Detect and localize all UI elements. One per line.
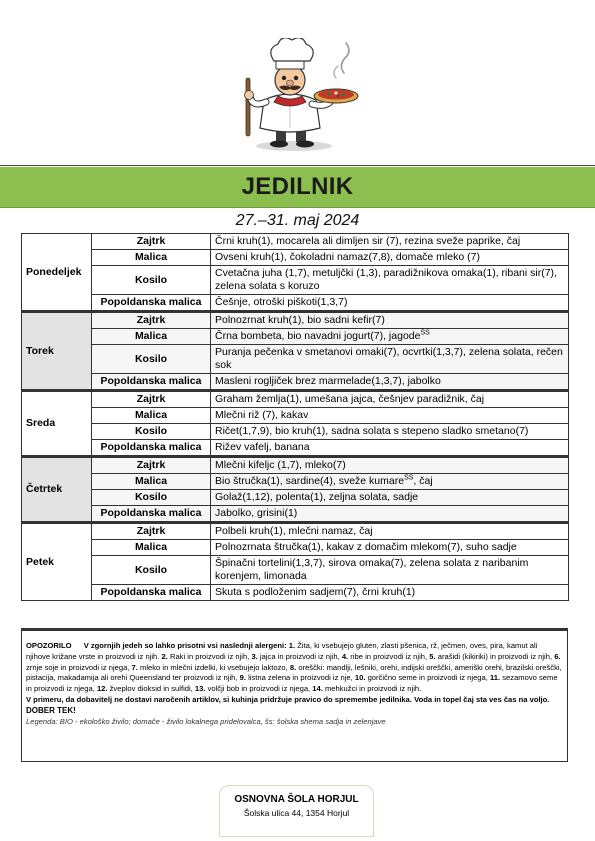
menu-row [22, 506, 569, 523]
allergen-text-item: Raki in proizvodi iz njih, [169, 651, 250, 661]
menu-row [22, 391, 569, 408]
allergen-number: 8. [289, 662, 297, 672]
allergen-number: 9. [239, 673, 246, 683]
meal-description [211, 457, 569, 474]
meal-description [211, 345, 569, 374]
allergen-text-item: gorčično seme in proizvodi iz njega, [367, 673, 488, 683]
meal-description [211, 234, 569, 250]
allergen-text-item: žveplov dioksid in sulfidi, [109, 684, 193, 694]
menu-row [22, 556, 569, 585]
allergen-text-item: oreščki: mandlji, lešniki, orehi, indijski oreščki, ameriški orehi, brazilski oreščki, pistacija, makadamija ali orehi Queensland ter proizvodi iz njih, [26, 662, 562, 683]
meal-text: Polbeli kruh(1), mlečni namaz, čaj [215, 525, 373, 537]
allergen-text-item: volčji bob in proizvodi iz njega, [207, 684, 311, 694]
header-divider [0, 165, 595, 166]
menu-row [22, 374, 569, 391]
menu-row [22, 408, 569, 424]
meal-text-after: , čaj [413, 475, 433, 487]
menu-row [22, 540, 569, 556]
meal-text: Bio štručka(1), sardine(4), sveže kumare [215, 475, 405, 487]
meal-description [211, 540, 569, 556]
meal-type: Malica [92, 540, 211, 556]
meal-text: Ovseni kruh(1), čokoladni namaz(7,8), domače mleko (7) [215, 251, 480, 263]
allergen-text-item: sezamovo seme in proizvodi iz njega, [26, 673, 558, 694]
allergen-number: 11. [489, 673, 501, 683]
allergen-text-item: mleko in mlečni izdelki, ki vsebujejo laktozo, [140, 662, 288, 672]
school-scheme-mark: ŠS [420, 329, 430, 337]
meal-type: Popoldanska malica [92, 374, 211, 391]
school-name: OSNOVNA ŠOLA HORJUL [234, 794, 359, 805]
menu-row [22, 250, 569, 266]
meal-type: Kosilo [92, 266, 211, 295]
meal-description [211, 329, 569, 345]
supplier-notice: V primeru, da dobavitelj ne dostavi naročenih artiklov, si kuhinja pridržuje pravico do spremembe jedilnika. Voda in topel čaj sta ves čas na voljo. [26, 694, 550, 704]
dober-tek: DOBER TEK! [26, 705, 76, 715]
allergen-notes [21, 628, 568, 762]
meal-description [211, 556, 569, 585]
meal-type: Popoldanska malica [92, 585, 211, 601]
allergen-text-item: listna zelena in proizvodi iz nje, [248, 673, 353, 683]
meal-type: Zajtrk [92, 312, 211, 329]
title-banner [0, 167, 595, 208]
allergen-text-item: mehkužci in proizvodi iz njih. [324, 684, 422, 694]
meal-description [211, 585, 569, 601]
meal-text: Ričet(1,7,9), bio kruh(1), sadna solata s stepeno sladko smetano(7) [215, 425, 529, 437]
school-address: Šolska ulica 44, 1354 Horjul [243, 808, 350, 818]
allergen-number: 1. [288, 641, 296, 650]
menu-row [22, 329, 569, 345]
meal-text: Graham žemlja(1), umešana jajca, češnjev paradižnik, čaj [215, 393, 485, 405]
meal-description [211, 440, 569, 457]
allergen-text-item: ribe in proizvodi iz njih, [350, 651, 428, 661]
meal-description [211, 266, 569, 295]
meal-type: Zajtrk [92, 523, 211, 540]
day-name: Petek [22, 523, 92, 601]
date-range: 27.–31. maj 2024 [235, 212, 360, 229]
meal-text: Golaž(1,12), polenta(1), zeljna solata, sadje [215, 491, 419, 503]
allergen-number: 12. [96, 684, 108, 694]
menu-row [22, 312, 569, 329]
meal-text: Polnozrnata štručka(1), kakav z domačim mlekom(7), suho sadje [215, 541, 517, 553]
meal-type: Malica [92, 474, 211, 490]
day-name: Sreda [22, 391, 92, 457]
meal-text: Jabolko, grisini(1) [215, 507, 298, 519]
meal-text: Mlečni kifeljc (1,7), mleko(7) [215, 459, 346, 471]
menu-row [22, 266, 569, 295]
meal-description [211, 424, 569, 440]
allergen-number: 4. [341, 651, 349, 661]
meal-description [211, 312, 569, 329]
allergen-text [26, 641, 563, 695]
meal-text: Masleni rogljiček brez marmelade(1,3,7), jabolko [215, 375, 441, 387]
legend: Legenda: BIO - ekološko živilo; domače - živilo lokalnega pridelovalca, šs: šolska shema sadja in zelenjave [26, 716, 386, 726]
allergen-number: 13. [194, 684, 206, 694]
meal-type: Malica [92, 329, 211, 345]
page-title: JEDILNIK [241, 173, 354, 200]
meal-type: Malica [92, 408, 211, 424]
allergen-number: 10. [354, 673, 366, 683]
meal-text: Črni kruh(1), mocarela ali dimljen sir (7), rezina sveže paprike, čaj [215, 235, 521, 247]
meal-description [211, 506, 569, 523]
meal-description [211, 295, 569, 312]
meal-description [211, 474, 569, 490]
meal-description [211, 250, 569, 266]
meal-text: Skuta s podloženim sadjem(7), črni kruh(1) [215, 586, 416, 598]
menu-row [22, 295, 569, 312]
meal-type: Popoldanska malica [92, 295, 211, 312]
allergen-number: 2. [161, 651, 168, 661]
meal-type: Popoldanska malica [92, 506, 211, 523]
allergen-text-item: Žita, ki vsebujejo gluten, zlasti pšenica, rž, ječmen, oves, pira, kamut ali njihove križane vrste in proizvodi iz njih. [26, 641, 538, 661]
menu-row [22, 523, 569, 540]
meal-description [211, 490, 569, 506]
meal-type: Popoldanska malica [92, 440, 211, 457]
menu-row [22, 474, 569, 490]
meal-type: Zajtrk [92, 391, 211, 408]
meal-type: Kosilo [92, 556, 211, 585]
meal-text: Špinačni tortelini(1,3,7), sirova omaka(7), zelena solata z naribanim korenjem, limonada [215, 557, 529, 582]
allergen-number: 14. [312, 684, 323, 694]
menu-table [21, 233, 569, 601]
meal-type: Kosilo [92, 345, 211, 374]
school-scheme-mark: ŠS [404, 474, 414, 482]
meal-type: Malica [92, 250, 211, 266]
menu-row [22, 424, 569, 440]
menu-row [22, 585, 569, 601]
meal-type: Zajtrk [92, 234, 211, 250]
meal-description [211, 523, 569, 540]
meal-text: Češnje, otroški piškoti(1,3,7) [215, 296, 348, 308]
meal-text: Polnozrnat kruh(1), bio sadni kefir(7) [215, 314, 385, 326]
chef-with-pizza-icon [232, 38, 362, 153]
warning-intro: V zgornjih jedeh so lahko prisotni vsi naslednji alergeni: [83, 641, 287, 650]
meal-description [211, 408, 569, 424]
allergen-number: 7. [131, 662, 138, 672]
meal-description [211, 391, 569, 408]
day-name: Torek [22, 312, 92, 391]
meal-text: Mlečni riž (7), kakav [215, 409, 309, 421]
meal-type: Kosilo [92, 490, 211, 506]
menu-row [22, 490, 569, 506]
allergen-number: 5. [429, 651, 436, 661]
day-name: Četrtek [22, 457, 92, 523]
meal-text: Cvetačna juha (1,7), metuljčki (1,3), paradižnikova omaka(1), ribani sir(7), zelena solata s koruzo [215, 267, 557, 292]
menu-row [22, 440, 569, 457]
meal-text: Puranja pečenka v smetanovi omaki(7), ocvrtki(1,3,7), zelena solata, rečen sok [215, 346, 563, 371]
menu-row [22, 457, 569, 474]
menu-row [22, 345, 569, 374]
allergen-text-item: jajca in proizvodi iz njih, [259, 651, 340, 661]
meal-type: Kosilo [92, 424, 211, 440]
menu-row [22, 234, 569, 250]
warning-label: OPOZORILO [26, 641, 72, 650]
meal-description [211, 374, 569, 391]
meal-text: Rižev vafelj, banana [215, 441, 310, 453]
meal-text: Črna bombeta, bio navadni jogurt(7), jagode [215, 330, 421, 342]
allergen-number: 6. [554, 651, 561, 661]
allergen-text-item: zrnje soje in proizvodi iz njega, [26, 662, 130, 672]
school-footer [219, 785, 374, 837]
allergen-number: 3. [251, 651, 258, 661]
day-name: Ponedeljek [22, 234, 92, 312]
meal-type: Zajtrk [92, 457, 211, 474]
allergen-text-item: arašidi (kikiriki) in proizvodi iz njih, [437, 651, 553, 661]
